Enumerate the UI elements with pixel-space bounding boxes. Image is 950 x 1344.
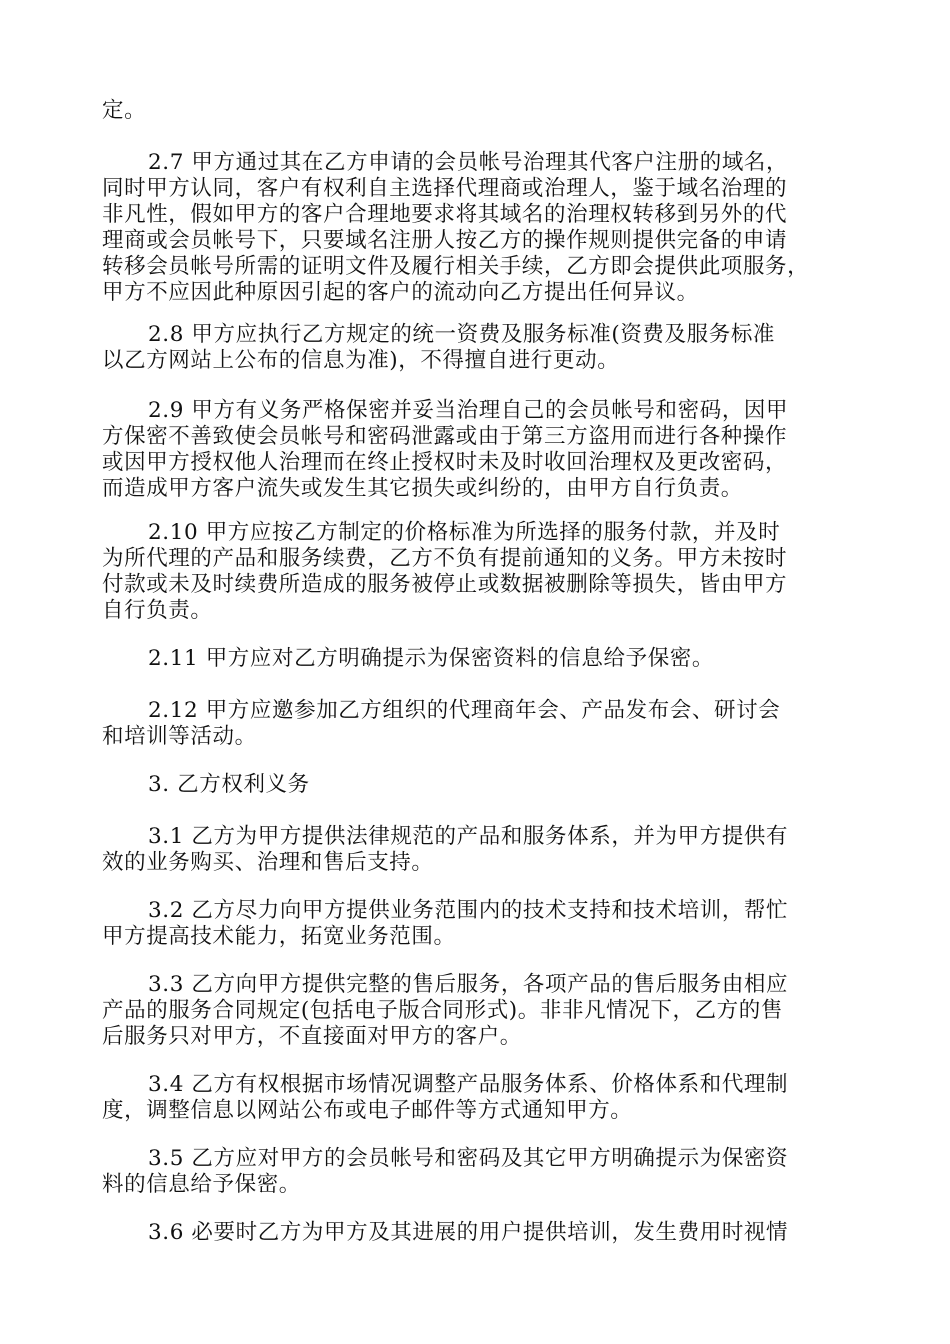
clause-2-7 bbox=[102, 150, 854, 306]
text-line: 后服务只对甲方，不直接面对甲方的客户。 bbox=[102, 1024, 522, 1049]
text-line: 自行负责。 bbox=[102, 598, 213, 623]
text-line: 3.1 乙方为甲方提供法律规范的产品和服务体系，并为甲方提供有 bbox=[148, 824, 789, 849]
clause-3-4 bbox=[102, 1072, 854, 1124]
text-line: 同时甲方认同，客户有权利自主选择代理商或治理人，鉴于域名治理的 bbox=[102, 176, 788, 201]
clause-2-9 bbox=[102, 398, 854, 502]
text-line: 度，调整信息以网站公布或电子邮件等方式通知甲方。 bbox=[102, 1098, 633, 1123]
text-line: 理商或会员帐号下，只要域名注册人按乙方的操作规则提供完备的申请 bbox=[102, 228, 788, 253]
text-line: 或因甲方授权他人治理而在终止授权时未及时收回治理权及更改密码， bbox=[102, 450, 788, 475]
text-line: 3.5 乙方应对甲方的会员帐号和密码及其它甲方明确提示为保密资 bbox=[148, 1146, 789, 1171]
text-line: 2.9 甲方有义务严格保密并妥当治理自己的会员帐号和密码，因甲 bbox=[148, 398, 789, 423]
text-line: 而造成甲方客户流失或发生其它损失或纠纷的，由甲方自行负责。 bbox=[102, 476, 743, 501]
text-line: 3.3 乙方向甲方提供完整的售后服务，各项产品的售后服务由相应 bbox=[148, 972, 789, 997]
text-line: 2.12 甲方应邀参加乙方组织的代理商年会、产品发布会、研讨会 bbox=[148, 698, 781, 723]
text-line: 付款或未及时续费所造成的服务被停止或数据被删除等损失，皆由甲方 bbox=[102, 572, 788, 597]
clause-2-11 bbox=[102, 646, 854, 672]
text-line: 2.11 甲方应对乙方明确提示为保密资料的信息给予保密。 bbox=[148, 646, 715, 671]
text-line: 3.6 必要时乙方为甲方及其进展的用户提供培训，发生费用时视情 bbox=[148, 1220, 789, 1245]
text-line: 甲方不应因此种原因引起的客户的流动向乙方提出任何异议。 bbox=[102, 280, 699, 305]
text-line: 3.4 乙方有权根据市场情况调整产品服务体系、价格体系和代理制 bbox=[148, 1072, 789, 1097]
clause-2-8 bbox=[102, 322, 854, 374]
text-line: 以乙方网站上公布的信息为准)，不得擅自进行更动。 bbox=[102, 348, 620, 373]
text-line: 2.7 甲方通过其在乙方申请的会员帐号治理其代客户注册的域名， bbox=[148, 150, 789, 175]
text-line: 定。 bbox=[102, 98, 147, 123]
section-heading-3 bbox=[102, 772, 854, 798]
text-line: 效的业务购买、治理和售后支持。 bbox=[102, 850, 434, 875]
text-line: 转移会员帐号所需的证明文件及履行相关手续，乙方即会提供此项服务， bbox=[102, 254, 810, 279]
text-line: 和培训等活动。 bbox=[102, 724, 257, 749]
clause-3-6 bbox=[102, 1220, 854, 1246]
clause-2-10 bbox=[102, 520, 854, 624]
text-line: 为所代理的产品和服务续费，乙方不负有提前通知的义务。甲方未按时 bbox=[102, 546, 788, 571]
clause-2-12 bbox=[102, 698, 854, 750]
text-line: 2.10 甲方应按乙方制定的价格标准为所选择的服务付款，并及时 bbox=[148, 520, 781, 545]
text-line: 甲方提高技术能力，拓宽业务范围。 bbox=[102, 924, 456, 949]
text-line: 非凡性，假如甲方的客户合理地要求将其域名的治理权转移到另外的代 bbox=[102, 202, 788, 227]
clause-3-3 bbox=[102, 972, 854, 1050]
text-line: 料的信息给予保密。 bbox=[102, 1172, 301, 1197]
clause-3-2 bbox=[102, 898, 854, 950]
text-line: 方保密不善致使会员帐号和密码泄露或由于第三方盗用而进行各种操作 bbox=[102, 424, 788, 449]
text-line: 产品的服务合同规定(包括电子版合同形式)。非非凡情况下，乙方的售 bbox=[102, 998, 783, 1023]
clause-3-5 bbox=[102, 1146, 854, 1198]
text-line: 3. 乙方权利义务 bbox=[148, 772, 310, 797]
clause-3-1 bbox=[102, 824, 854, 876]
text-line: 3.2 乙方尽力向甲方提供业务范围内的技术支持和技术培训，帮忙 bbox=[148, 898, 789, 923]
paragraph-continuation bbox=[102, 98, 854, 124]
text-line: 2.8 甲方应执行乙方规定的统一资费及服务标准(资费及服务标准 bbox=[148, 322, 776, 347]
